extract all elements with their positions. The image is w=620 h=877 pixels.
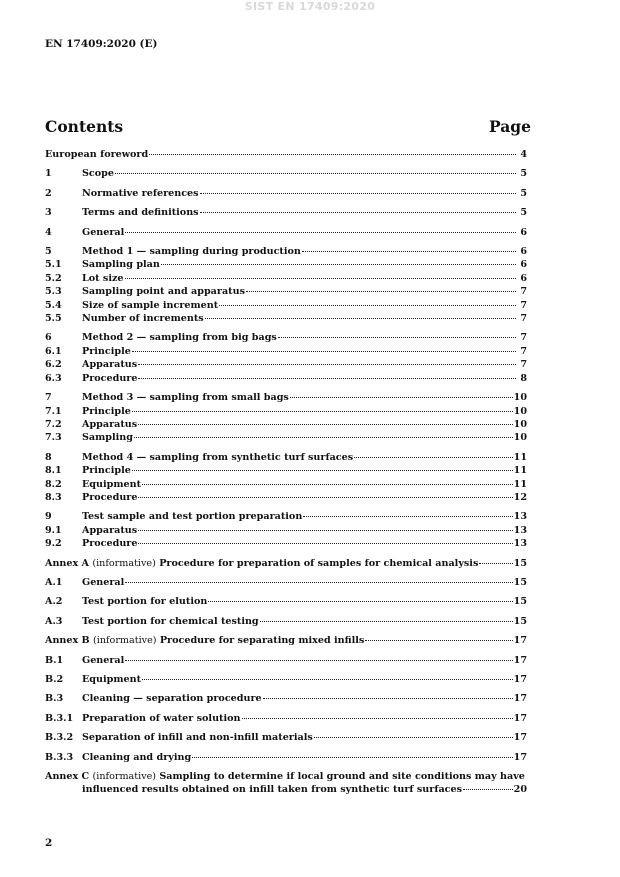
toc-entry-number: 5.1 xyxy=(45,259,62,271)
toc-entry-number: A.1 xyxy=(45,576,63,588)
toc-entry-title: Principle xyxy=(82,405,131,417)
toc-entry[interactable] xyxy=(45,285,527,298)
toc-entry-number: B.3.1 xyxy=(45,712,74,724)
toc-entry-number: 5.3 xyxy=(45,286,62,298)
toc-entry[interactable] xyxy=(45,731,527,744)
toc-entry[interactable] xyxy=(45,451,527,464)
leader-dots xyxy=(142,484,513,485)
leader-dots xyxy=(134,437,513,438)
toc-entry-title: Procedure xyxy=(82,538,138,550)
toc-entry-title: Procedure xyxy=(82,491,138,503)
toc-entry[interactable] xyxy=(45,245,527,258)
toc-entry[interactable] xyxy=(45,226,527,239)
toc-entry-number: 6.3 xyxy=(45,372,62,384)
toc-entry-page: 10 xyxy=(513,418,527,430)
toc-entry-title: Principle xyxy=(82,345,131,357)
toc-entry[interactable] xyxy=(45,595,527,608)
leader-dots xyxy=(138,378,516,379)
toc-entry-page: 7 xyxy=(520,359,527,371)
toc-entry-title: Procedure xyxy=(82,372,138,384)
toc-entry-title: European foreword xyxy=(45,149,149,160)
toc-entry-number: 5 xyxy=(45,246,52,258)
toc-entry[interactable] xyxy=(45,524,527,537)
leader-dots xyxy=(125,232,516,233)
leader-dots xyxy=(365,640,512,641)
toc-entry-title: Separation of infill and non-infill materials xyxy=(82,732,313,744)
toc-entry-title: Method 4 — sampling from synthetic turf surfaces xyxy=(82,451,354,463)
toc-entry[interactable] xyxy=(45,673,527,686)
toc-entry[interactable] xyxy=(45,148,527,161)
toc-entry[interactable] xyxy=(45,391,527,404)
toc-entry[interactable] xyxy=(45,751,527,764)
toc-entry-number: A.2 xyxy=(45,596,63,608)
toc-entry[interactable] xyxy=(45,537,527,550)
toc-entry-number: B.2 xyxy=(45,674,64,685)
toc-entry-title: Procedure for preparation of samples for chemical analysis xyxy=(159,557,479,569)
toc-entry-page: 17 xyxy=(513,693,527,705)
toc-entry-title: General xyxy=(82,226,125,238)
toc-entry-title: Scope xyxy=(82,168,114,180)
leader-dots xyxy=(138,497,512,498)
leader-dots xyxy=(132,351,516,352)
toc-entry[interactable] xyxy=(45,167,527,180)
toc-entry-page: 7 xyxy=(520,299,527,311)
page-column-label: Page xyxy=(489,117,531,136)
toc-entry[interactable] xyxy=(45,712,527,725)
toc-entry-title: General xyxy=(82,654,125,666)
toc-entry-number: 6 xyxy=(45,332,52,344)
toc-entry-page: 6 xyxy=(520,272,527,284)
annex-informative: (informative) xyxy=(93,635,157,647)
toc-entry[interactable] xyxy=(45,312,527,325)
toc-entry-page: 5 xyxy=(520,207,527,219)
toc-entry[interactable] xyxy=(45,258,527,271)
leader-dots xyxy=(463,789,513,790)
leader-dots xyxy=(278,337,516,338)
toc-entry[interactable] xyxy=(45,331,527,344)
toc-entry-page: 20 xyxy=(513,784,527,796)
leader-dots xyxy=(192,757,512,758)
leader-dots xyxy=(149,154,516,155)
leader-dots xyxy=(125,582,512,583)
watermark: SIST EN 17409:2020 xyxy=(244,0,376,13)
annex-label: Annex A xyxy=(45,557,90,569)
toc-entry-page: 5 xyxy=(520,168,527,180)
leader-dots xyxy=(219,305,516,306)
toc-entry-title: Apparatus xyxy=(82,418,138,430)
leader-dots xyxy=(208,601,512,602)
page-number: 2 xyxy=(45,837,53,849)
toc-entry-page: 11 xyxy=(513,451,527,463)
leader-dots xyxy=(205,318,516,319)
toc-entry-title: Cleaning — separation procedure xyxy=(82,693,262,705)
toc-entry-number: 2 xyxy=(45,187,52,199)
toc-entry-page: 10 xyxy=(513,405,527,417)
toc-entry-page: 10 xyxy=(513,392,527,404)
toc-entry-number: B.3.2 xyxy=(45,732,74,744)
toc-entry-number: 8.1 xyxy=(45,465,62,477)
toc-entry-title: Test portion for elution xyxy=(82,596,208,608)
toc-entry-number: 5.2 xyxy=(45,272,62,284)
toc-entry-page: 7 xyxy=(520,286,527,298)
leader-dots xyxy=(138,364,516,365)
toc-entry[interactable] xyxy=(45,478,527,491)
toc-entry[interactable] xyxy=(45,431,527,444)
toc-entry[interactable] xyxy=(45,272,527,285)
toc-entry-number: 9 xyxy=(45,511,52,523)
annex-label: Annex C xyxy=(45,771,90,783)
toc-entry-page: 11 xyxy=(513,478,527,490)
annex-informative: (informative) xyxy=(92,771,157,783)
toc-entry-title: Lot size xyxy=(82,272,124,284)
leader-dots xyxy=(479,563,512,564)
toc-entry[interactable] xyxy=(45,358,527,371)
table-of-contents xyxy=(45,148,527,797)
page-title: Contents xyxy=(45,117,124,136)
toc-entry-page: 17 xyxy=(513,732,527,744)
toc-entry-page: 7 xyxy=(520,313,527,325)
toc-entry[interactable] xyxy=(45,206,527,219)
toc-entry[interactable] xyxy=(45,464,527,477)
toc-entry-number: 6.1 xyxy=(45,345,62,357)
leader-dots xyxy=(138,424,512,425)
leader-dots xyxy=(138,530,512,531)
toc-entry-page: 5 xyxy=(520,187,527,199)
leader-dots xyxy=(354,457,512,458)
toc-entry-title: Method 1 — sampling during production xyxy=(82,246,301,258)
leader-dots xyxy=(290,397,513,398)
toc-entry-title: Apparatus xyxy=(82,359,138,371)
toc-entry[interactable] xyxy=(45,615,527,628)
leader-dots xyxy=(242,718,513,719)
toc-entry-number: 8.3 xyxy=(45,491,62,503)
toc-entry-page: 11 xyxy=(513,465,527,477)
toc-entry-number: 1 xyxy=(45,168,52,180)
toc-annex-entry[interactable] xyxy=(45,634,527,647)
toc-entry-page: 13 xyxy=(513,538,527,550)
toc-entry-page: 17 xyxy=(513,712,527,724)
toc-entry-page: 17 xyxy=(513,635,527,647)
leader-dots xyxy=(142,679,513,680)
leader-dots xyxy=(246,291,516,292)
document-id: EN 17409:2020 (E) xyxy=(45,38,158,50)
toc-entry-number: A.3 xyxy=(45,615,63,627)
toc-entry-title: Sampling xyxy=(82,432,133,444)
toc-entry[interactable] xyxy=(45,654,527,667)
toc-entry-number: 5.5 xyxy=(45,313,62,325)
leader-dots xyxy=(200,193,516,194)
toc-entry-page: 7 xyxy=(520,332,527,344)
toc-entry-number: 9.2 xyxy=(45,538,62,550)
leader-dots xyxy=(132,411,513,412)
toc-entry-number: 5.4 xyxy=(45,299,62,311)
toc-entry-title: Method 2 — sampling from big bags xyxy=(82,332,277,344)
toc-entry-number: 4 xyxy=(45,226,52,238)
toc-entry-title: Normative references xyxy=(82,187,199,199)
toc-entry-title-continued: influenced results obtained on infill taken from synthetic turf surfaces xyxy=(82,784,463,796)
toc-entry-title: Procedure for separating mixed infills xyxy=(159,635,365,647)
toc-annex-entry[interactable] xyxy=(45,557,527,570)
toc-entry-number: 3 xyxy=(45,207,52,219)
toc-entry[interactable] xyxy=(45,405,527,418)
toc-entry-title: General xyxy=(82,576,125,588)
toc-entry-number: 7 xyxy=(45,392,52,404)
toc-entry-page: 8 xyxy=(520,372,527,384)
toc-entry-title: Method 3 — sampling from small bags xyxy=(82,392,289,404)
toc-entry-page: 7 xyxy=(520,345,527,357)
leader-dots xyxy=(115,173,516,174)
toc-entry-page: 17 xyxy=(513,751,527,763)
leader-dots xyxy=(302,251,516,252)
toc-entry[interactable] xyxy=(45,187,527,200)
toc-entry-page: 17 xyxy=(513,674,527,685)
toc-entry-page: 10 xyxy=(513,432,527,444)
toc-entry-title: Test sample and test portion preparation xyxy=(82,511,303,523)
toc-annex-entry[interactable] xyxy=(45,770,527,797)
toc-entry[interactable] xyxy=(45,576,527,589)
toc-entry[interactable] xyxy=(45,510,527,523)
toc-entry-title: Cleaning and drying xyxy=(82,751,192,763)
toc-entry[interactable] xyxy=(45,345,527,358)
leader-dots xyxy=(125,660,512,661)
annex-label: Annex B xyxy=(45,635,90,647)
toc-entry-number: B.1 xyxy=(45,654,64,666)
toc-entry-page: 15 xyxy=(513,576,527,588)
toc-entry-number: 8 xyxy=(45,451,52,463)
toc-entry[interactable] xyxy=(45,372,527,385)
toc-entry-number: 6.2 xyxy=(45,359,62,371)
toc-entry-title: Equipment xyxy=(82,478,142,490)
toc-entry-page: 17 xyxy=(513,654,527,666)
toc-entry-page: 6 xyxy=(520,226,527,238)
leader-dots xyxy=(263,698,513,699)
toc-entry-page: 15 xyxy=(513,596,527,608)
leader-dots xyxy=(132,470,513,471)
toc-entry-page: 4 xyxy=(520,149,527,160)
toc-entry-title: Sampling plan xyxy=(82,259,160,271)
annex-informative: (informative) xyxy=(92,557,156,569)
toc-entry-page: 15 xyxy=(513,615,527,627)
leader-dots xyxy=(314,737,513,738)
toc-entry-title: Equipment xyxy=(82,674,142,685)
toc-entry-number: 7.1 xyxy=(45,405,62,417)
toc-entry-number: 8.2 xyxy=(45,478,62,490)
toc-entry-title: Apparatus xyxy=(82,524,138,536)
toc-entry-number: B.3.3 xyxy=(45,751,74,763)
toc-entry-title: Size of sample increment xyxy=(82,299,219,311)
toc-entry-number: 9.1 xyxy=(45,524,62,536)
toc-entry[interactable] xyxy=(45,692,527,705)
toc-entry-page: 13 xyxy=(513,524,527,536)
leader-dots xyxy=(125,278,516,279)
toc-entry[interactable] xyxy=(45,418,527,431)
leader-dots xyxy=(303,516,512,517)
toc-entry-title: Terms and definitions xyxy=(82,207,199,219)
toc-entry-page: 15 xyxy=(513,557,527,569)
toc-entry-number: 7.3 xyxy=(45,432,62,444)
leader-dots xyxy=(200,212,516,213)
toc-entry-page: 12 xyxy=(513,491,527,503)
toc-entry-page: 13 xyxy=(513,511,527,523)
leader-dots xyxy=(260,621,513,622)
toc-entry-number: B.3 xyxy=(45,693,64,705)
toc-entry-title: Principle xyxy=(82,465,131,477)
toc-entry[interactable] xyxy=(45,299,527,312)
leader-dots xyxy=(138,543,512,544)
toc-entry-title: Number of increments xyxy=(82,313,204,325)
toc-entry-page: 6 xyxy=(520,246,527,258)
leader-dots xyxy=(161,264,516,265)
toc-entry-title: Test portion for chemical testing xyxy=(82,615,259,627)
toc-entry-title: Sampling to determine if local ground and site conditions may have xyxy=(159,771,525,783)
toc-entry-page: 6 xyxy=(520,259,527,271)
toc-entry[interactable] xyxy=(45,491,527,504)
toc-entry-number: 7.2 xyxy=(45,418,62,430)
toc-entry-title: Sampling point and apparatus xyxy=(82,286,245,298)
toc-entry-title: Preparation of water solution xyxy=(82,712,241,724)
